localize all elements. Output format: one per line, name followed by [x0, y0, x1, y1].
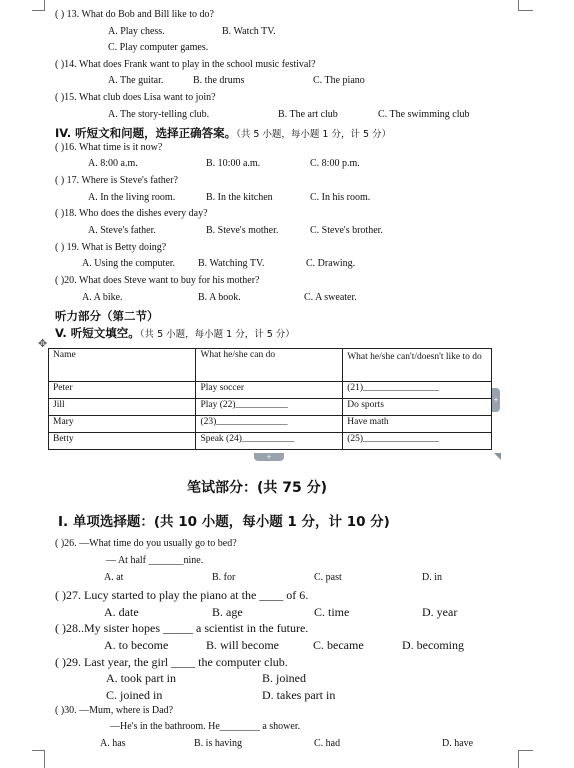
option-a: A. 8:00 a.m. — [88, 158, 138, 169]
table-cell: (23)_______________ — [196, 416, 343, 433]
option-b: B. 10:00 a.m. — [206, 158, 261, 169]
section-iv-note: （共 5 小题，每小题 1 分，计 5 分） — [236, 129, 392, 140]
option-c: C. joined in — [106, 688, 163, 702]
option-b: B. Watching TV. — [198, 258, 265, 269]
option-b: B. Watch TV. — [222, 26, 276, 37]
add-column-button[interactable]: + — [492, 388, 500, 412]
option-a: A. Using the computer. — [82, 258, 176, 269]
option-b: B. the drums — [193, 75, 245, 86]
option-c: C. time — [314, 605, 350, 619]
option-a: A. A bike. — [82, 292, 123, 303]
option-c: C. had — [314, 738, 341, 749]
table-row — [49, 433, 492, 450]
table-cell: Speak (24)___________ — [196, 433, 343, 450]
option-c: C. 8:00 p.m. — [310, 158, 360, 169]
option-a: A. The story-telling club. — [108, 109, 210, 120]
option-d: D. year — [422, 605, 458, 619]
section-iv-title: IV. 听短文和问题，选择正确答案。 — [55, 126, 237, 140]
option-c: C. The piano — [313, 75, 365, 86]
header-cell: What he/she can't/doesn't like to do — [343, 349, 492, 382]
table-cell: Do sports — [343, 399, 492, 416]
section-v-note: （共 5 小题，每小题 1 分，计 5 分） — [139, 329, 295, 340]
table-cell: (21)________________ — [343, 382, 492, 399]
table-cell: Peter — [49, 382, 196, 399]
written-part-heading: 笔试部分：(共 75 分) — [187, 480, 328, 496]
table-cell: Mary — [49, 416, 196, 433]
fill-in-table — [48, 348, 492, 450]
option-b: B. age — [212, 605, 243, 619]
question-stem: ( ) 19. What is Betty doing? — [55, 242, 167, 253]
question-stem: ( )16. What time is it now? — [55, 142, 163, 153]
option-a: A. has — [100, 738, 126, 749]
section-i-heading: I. 单项选择题：(共 10 小题，每小题 1 分，计 10 分) — [58, 514, 390, 530]
option-b: B. Steve's mother. — [206, 225, 279, 236]
option-b: B. joined — [262, 671, 306, 685]
question-line: —He's in the bathroom. He________ a shower. — [110, 721, 301, 732]
option-a: A. In the living room. — [88, 192, 176, 203]
table-row — [49, 399, 492, 416]
question-stem: ( )27. Lucy started to play the piano at the ____ of 6. — [55, 588, 309, 602]
option-c: C. past — [314, 572, 342, 583]
listening-part-two-heading: 听力部分（第二节） — [55, 309, 159, 323]
option-c: C. Play computer games. — [108, 42, 209, 53]
question-stem: ( ) 13. What do Bob and Bill like to do? — [55, 9, 214, 20]
option-c: C. Drawing. — [306, 258, 356, 269]
table-cell: (25)________________ — [343, 433, 492, 450]
add-row-button[interactable]: + — [254, 453, 284, 461]
option-d: D. becoming — [402, 638, 464, 652]
question-stem: ( )18. Who does the dishes every day? — [55, 208, 208, 219]
option-a: A. Play chess. — [108, 26, 165, 37]
table-row — [49, 416, 492, 433]
crop-mark-top-right — [518, 0, 533, 11]
table-cell: Betty — [49, 433, 196, 450]
option-c: C. Steve's brother. — [310, 225, 383, 236]
resize-icon[interactable] — [494, 453, 501, 460]
option-c: C. A sweater. — [304, 292, 357, 303]
table-cell: Have math — [343, 416, 492, 433]
option-a: A. Steve's father. — [88, 225, 156, 236]
option-c: C. The swimming club — [378, 109, 470, 120]
table-header-row — [49, 349, 492, 382]
option-b: B. will become — [206, 638, 279, 652]
crop-mark-bottom-left — [32, 750, 45, 768]
header-cell: Name — [49, 349, 196, 382]
option-a: A. to become — [104, 638, 169, 652]
header-cell: What he/she can do — [196, 349, 343, 382]
table-cell: Jill — [49, 399, 196, 416]
option-c: C. became — [313, 638, 364, 652]
crop-mark-bottom-right — [518, 750, 533, 768]
section-v-heading — [55, 325, 295, 341]
option-a: A. The guitar. — [108, 75, 164, 86]
question-stem: ( )20. What does Steve want to buy for his mother? — [55, 275, 260, 286]
section-iv-heading — [55, 125, 391, 141]
question-stem: ( )14. What does Frank want to play in the school music festival? — [55, 59, 316, 70]
question-stem: ( )28..My sister hopes _____ a scientist in the future. — [55, 621, 309, 635]
section-v-title: V. 听短文填空。 — [55, 326, 140, 340]
option-a: A. took part in — [106, 671, 176, 685]
option-b: B. is having — [194, 738, 243, 749]
option-a: A. at — [104, 572, 124, 583]
question-stem: ( ) 17. Where is Steve's father? — [55, 175, 178, 186]
table-row — [49, 382, 492, 399]
option-b: B. for — [212, 572, 236, 583]
move-icon[interactable]: ✥ — [38, 338, 48, 350]
option-d: D. have — [442, 738, 474, 749]
crop-mark-top-left — [32, 0, 45, 11]
question-stem: ( )30. —Mum, where is Dad? — [55, 705, 174, 716]
option-d: D. in — [422, 572, 442, 583]
option-c: C. In his room. — [310, 192, 371, 203]
table-cell: Play (22)___________ — [196, 399, 343, 416]
option-a: A. date — [104, 605, 139, 619]
question-stem: ( )26. —What time do you usually go to bed? — [55, 538, 237, 549]
question-stem: ( )29. Last year, the girl ____ the computer club. — [55, 655, 288, 669]
option-b: B. The art club — [278, 109, 338, 120]
question-stem: ( )15. What club does Lisa want to join? — [55, 92, 216, 103]
option-b: B. In the kitchen — [206, 192, 273, 203]
option-b: B. A book. — [198, 292, 241, 303]
option-d: D. takes part in — [262, 688, 336, 702]
question-line: — At half _______nine. — [106, 555, 204, 566]
table-cell: Play soccer — [196, 382, 343, 399]
